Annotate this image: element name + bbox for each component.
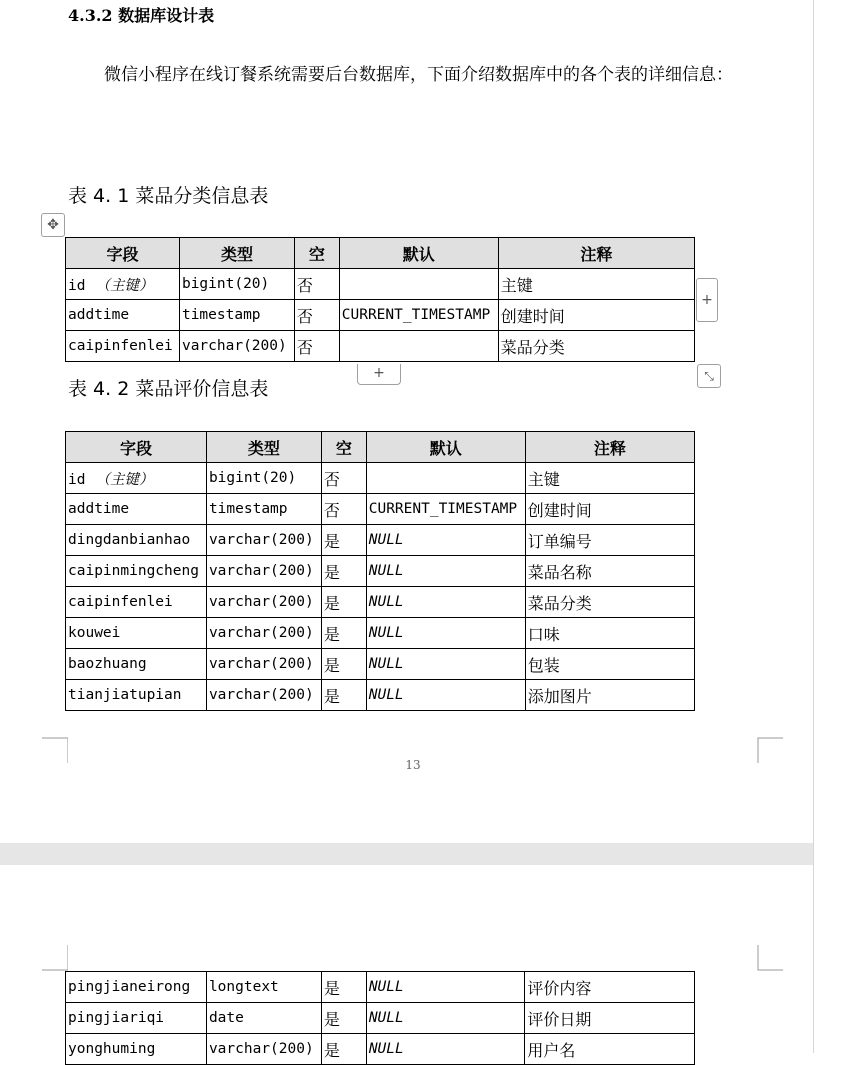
comment-cell: 主键 [498,269,694,300]
table-row [66,269,695,300]
table-row [66,649,695,680]
null-cell: 是 [321,680,366,711]
field-name-cell [66,680,207,711]
field-name-cell [66,300,180,331]
table-row [66,463,695,494]
type-cell: timestamp [206,494,321,525]
comment-cell: 评价日期 [525,1003,695,1034]
null-cell: 否 [321,494,366,525]
right-scroll-gutter[interactable] [813,0,844,1053]
type-cell: varchar(200) [206,556,321,587]
review-table-continued [65,971,695,1065]
field-name-cell: pingjianeirong [66,972,207,1003]
field-name-cell [66,649,207,680]
category-table [65,237,695,362]
default-cell: NULL [366,587,525,618]
comment-cell: 主键 [525,463,694,494]
default-cell: NULL [366,618,525,649]
field-name-cell [66,331,180,362]
null-cell: 是 [321,587,366,618]
field-name-cell [66,618,207,649]
header-comment: 注释 [498,238,694,269]
field-name-cell [66,494,207,525]
default-cell: NULL [366,680,525,711]
table-row [66,331,695,362]
comment-cell: 创建时间 [498,300,694,331]
comment-cell: 菜品分类 [525,587,694,618]
type-cell: varchar(200) [179,331,294,362]
page-number: 13 [405,758,421,772]
field-name-cell [66,269,180,300]
header-null: 空 [321,432,366,463]
table-row [66,972,695,1003]
header-comment: 注释 [525,432,694,463]
field-name: caipinfenlei [68,338,173,354]
null-cell: 是 [321,972,366,1003]
comment-cell: 菜品名称 [525,556,694,587]
review-table [65,431,695,711]
null-cell: 否 [294,331,339,362]
table-row [66,1034,695,1065]
table-row [66,525,695,556]
table-row [66,680,695,711]
crop-mark-bottom-right [757,737,783,763]
default-cell: NULL [366,649,525,680]
field-name-cell [66,556,207,587]
null-cell: 否 [294,300,339,331]
table-move-handle[interactable]: ✥ [41,213,65,237]
type-cell: varchar(200) [206,680,321,711]
null-cell: 否 [294,269,339,300]
header-default: 默认 [366,432,525,463]
default-cell: NULL [366,972,525,1003]
field-name: id [68,277,86,294]
comment-cell: 添加图片 [525,680,694,711]
intro-paragraph: 微信小程序在线订餐系统需要后台数据库，下面介绍数据库中的各个表的详细信息： [104,65,733,85]
table-header-row [66,432,695,463]
table-row [66,618,695,649]
default-cell [339,269,498,300]
type-cell: timestamp [179,300,294,331]
comment-cell: 用户名 [525,1034,695,1065]
section-heading: 4.3.2 数据库设计表 [68,6,215,25]
table-row [66,556,695,587]
header-type: 类型 [206,432,321,463]
header-default: 默认 [339,238,498,269]
comment-cell: 包装 [525,649,694,680]
header-field: 字段 [66,238,180,269]
default-cell [339,331,498,362]
field-name: tianjiatupian [68,687,182,703]
type-cell: bigint(20) [179,269,294,300]
table1-caption: 表 4. 1 菜品分类信息表 [68,185,269,207]
null-cell: 是 [321,1034,366,1065]
header-type: 类型 [179,238,294,269]
header-field: 字段 [66,432,207,463]
null-cell: 是 [321,525,366,556]
comment-cell: 评价内容 [525,972,695,1003]
type-cell: varchar(200) [206,649,321,680]
comment-cell: 创建时间 [525,494,694,525]
crop-mark-top-right [757,945,783,971]
default-cell: NULL [366,556,525,587]
default-cell [366,463,525,494]
field-name-cell [66,525,207,556]
page-gap [0,843,844,865]
primary-key-label: （主键） [95,471,154,488]
type-cell: varchar(200) [206,618,321,649]
field-name: addtime [68,307,130,323]
null-cell: 是 [321,1003,366,1034]
type-cell: bigint(20) [206,463,321,494]
crop-mark-top-left [42,945,68,971]
table-row [66,300,695,331]
table-row [66,1003,695,1034]
type-cell: longtext [206,972,321,1003]
add-row-button[interactable]: + [357,364,401,385]
null-cell: 否 [321,463,366,494]
field-name: caipinmingcheng [68,563,199,579]
field-name: id [68,471,86,488]
table-resize-handle[interactable]: ⤡ [697,364,721,388]
type-cell: varchar(200) [206,587,321,618]
null-cell: 是 [321,649,366,680]
header-null: 空 [294,238,339,269]
comment-cell: 口味 [525,618,694,649]
field-name: caipinfenlei [68,594,173,610]
null-cell: 是 [321,618,366,649]
type-cell: varchar(200) [206,1034,321,1065]
table-row [66,587,695,618]
field-name: kouwei [68,625,121,641]
add-column-button[interactable]: + [696,278,718,322]
comment-cell: 订单编号 [525,525,694,556]
crop-mark-bottom-left [42,737,68,763]
comment-cell: 菜品分类 [498,331,694,362]
default-cell: NULL [366,525,525,556]
field-name-cell [66,587,207,618]
default-cell: CURRENT_TIMESTAMP [339,300,498,331]
default-cell: CURRENT_TIMESTAMP [366,494,525,525]
field-name-cell: yonghuming [66,1034,207,1065]
field-name: addtime [68,501,130,517]
null-cell: 是 [321,556,366,587]
table2-caption: 表 4. 2 菜品评价信息表 [68,378,269,400]
table-row [66,494,695,525]
field-name-cell [66,463,207,494]
primary-key-label: （主键） [95,277,154,294]
field-name: dingdanbianhao [68,532,191,548]
default-cell: NULL [366,1003,525,1034]
type-cell: date [206,1003,321,1034]
field-name: baozhuang [68,656,147,672]
table-header-row [66,238,695,269]
default-cell: NULL [366,1034,525,1065]
type-cell: varchar(200) [206,525,321,556]
field-name-cell: pingjiariqi [66,1003,207,1034]
